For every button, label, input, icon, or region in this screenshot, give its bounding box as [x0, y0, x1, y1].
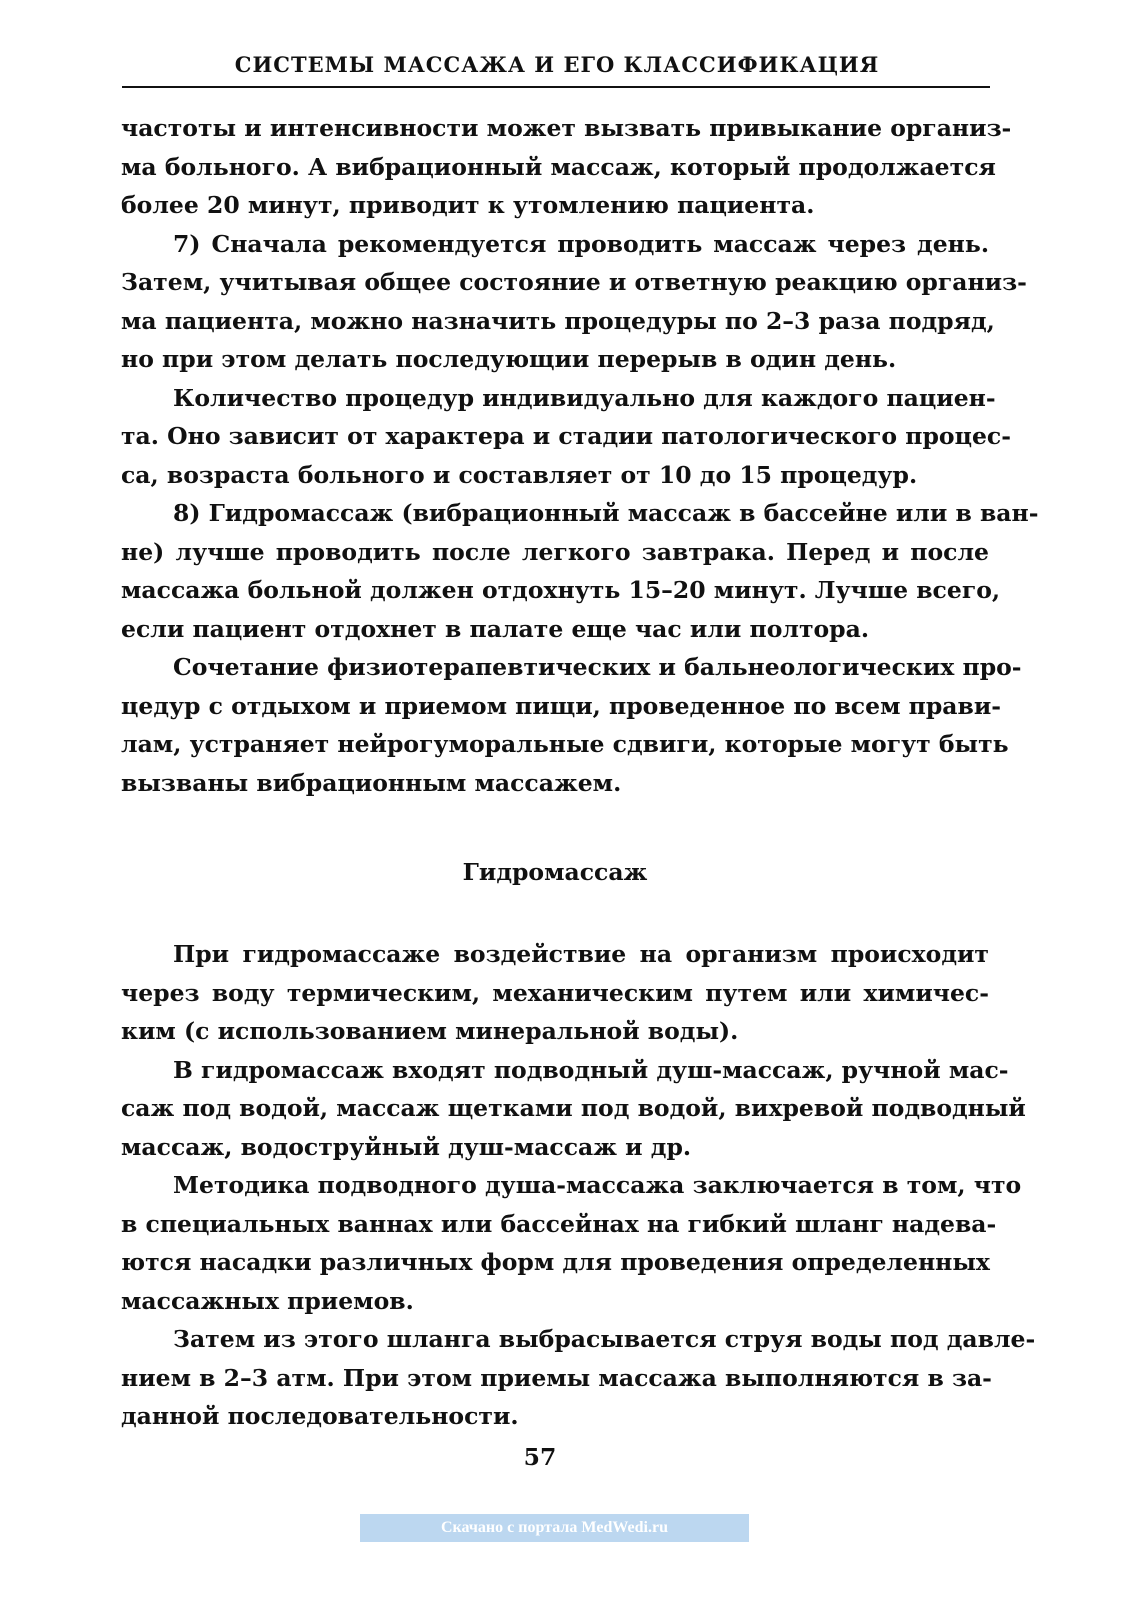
- text-line: са, возраста больного и составляет от 10 до 15 процедур.: [121, 460, 918, 489]
- header-rule: [122, 86, 990, 88]
- text-block-2: [121, 935, 1036, 1436]
- text-line: в специальных ваннах или бассейнах на гибкий шланг надева-: [121, 1209, 997, 1238]
- text-line: Количество процедур индивидуально для каждого пациен-: [173, 383, 996, 412]
- text-line: В гидромассаж входят подводный душ-массаж, ручной мас-: [173, 1055, 1009, 1084]
- text-line: но при этом делать последующии перерыв в один день.: [121, 345, 897, 373]
- text-line: вызваны вибрационным массажем.: [121, 768, 622, 797]
- text-line: через воду термическим, механическим путем или химичес-: [121, 978, 989, 1007]
- watermark-banner: Скачано с портала MedWedi.ru: [360, 1514, 749, 1542]
- section-heading: Гидромассаж: [462, 858, 648, 886]
- text-line: лам, устраняет нейрогуморальные сдвиги, которые могут быть: [121, 730, 1009, 758]
- running-header: СИСТЕМЫ МАССАЖА И ЕГО КЛАССИФИКАЦИЯ: [234, 52, 880, 77]
- text-line: массаж, водоструйный душ-массаж и др.: [121, 1132, 692, 1161]
- text-line: 8) Гидромассаж (вибрационный массаж в бассейне или в ван-: [173, 499, 1039, 527]
- page-number: 57: [523, 1443, 557, 1471]
- text-line: Затем, учитывая общее состояние и ответную реакцию организ-: [121, 268, 1027, 296]
- text-line: не) лучше проводить после легкого завтрака. Перед и после: [121, 537, 989, 566]
- text-line: если пациент отдохнет в палате еще час или полтора.: [121, 614, 870, 643]
- text-line: саж под водой, массаж щетками под водой, вихревой подводный: [121, 1094, 1026, 1122]
- text-line: массажа больной должен отдохнуть 15–20 минут. Лучше всего,: [121, 576, 1001, 604]
- text-line: ются насадки различных форм для проведения определенных: [121, 1248, 990, 1276]
- text-block-1: [121, 109, 1039, 802]
- text-line: ма пациента, можно назначить процедуры по 2–3 раза подряд,: [121, 306, 995, 335]
- text-line: цедур с отдыхом и приемом пищи, проведенное по всем прави-: [121, 691, 1002, 720]
- text-line: ким (с использованием минеральной воды).: [121, 1017, 739, 1045]
- text-line: 7) Сначала рекомендуется проводить массаж через день.: [173, 229, 989, 258]
- text-line: более 20 минут, приводит к утомлению пациента.: [121, 191, 815, 219]
- text-line: ма больного. А вибрационный массаж, который продолжается: [121, 152, 996, 181]
- text-line: Методика подводного душа-массажа заключается в том, что: [173, 1171, 1022, 1199]
- text-line: та. Оно зависит от характера и стадии патологического процес-: [121, 422, 1011, 450]
- text-line: массажных приемов.: [121, 1286, 414, 1315]
- text-line: Затем из этого шланга выбрасывается струя воды под давле-: [173, 1325, 1036, 1353]
- text-line: данной последовательности.: [121, 1402, 519, 1430]
- text-line: нием в 2–3 атм. При этом приемы массажа выполняются в за-: [121, 1363, 992, 1392]
- text-line: Сочетание физиотерапевтических и бальнеологических про-: [173, 653, 1022, 681]
- text-line: частоты и интенсивности может вызвать привыкание организ-: [121, 114, 1012, 142]
- text-line: При гидромассаже воздействие на организм происходит: [173, 940, 989, 968]
